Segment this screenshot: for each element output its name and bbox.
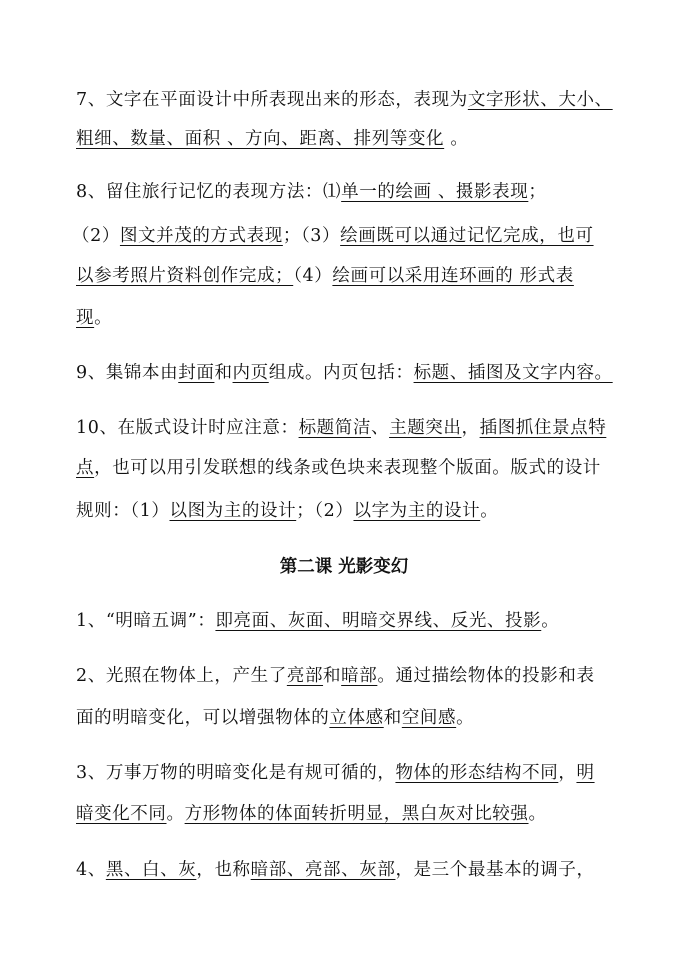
text: 和 [323,666,342,686]
underlined-answer: 明 [576,763,595,783]
underlined-answer: 暗变化不同 [76,804,167,824]
text: ，是三个最基本的调子， [395,860,595,880]
text: 。 [166,804,185,824]
underlined-answer: 空间感 [401,708,457,728]
underlined-answer: 封面 [178,363,215,383]
text: （2） [72,226,120,246]
underlined-answer: 粗细、数量、面积 、方向、距离、排列等变化 [76,129,445,149]
underlined-answer: 绘画既可以通过记忆完成，也可 [340,226,594,246]
underlined-answer: 物体的形态结构不同 [395,763,559,783]
lesson2-item-1-line-1 [76,609,559,633]
text: 2、光照在物体上，产生了 [76,666,287,686]
underlined-answer: 暗部、亮部、灰部 [250,860,396,880]
underlined-answer: 暗部 [341,666,378,686]
text: 7、文字在平面设计中所表现出来的形态，表现为 [76,90,468,110]
item-10-line-2 [76,456,601,480]
lesson2-item-3-line-1 [76,761,595,785]
text: 10、在版式设计时应注意： [76,418,299,438]
item-8-line-4 [76,306,112,330]
text: （4） [293,266,333,286]
underlined-answer: 单一的绘画 、摄影表现 [341,182,529,202]
underlined-answer: 内页 [232,363,269,383]
underlined-answer: 文字形状、大小、 [467,90,613,110]
text: 。 [456,708,475,728]
underlined-answer: 以字为主的设计 [353,501,481,521]
text: ， [558,763,577,783]
underlined-answer: 以参考照片资料创作完成； [76,266,294,286]
item-10-line-1 [76,416,606,440]
text: ，也称 [196,860,251,880]
text: 组成。内页包括： [268,363,414,383]
item-7-line-1 [76,88,613,112]
text: 面的明暗变化，可以增强物体的 [76,708,330,728]
text: 、 [370,418,390,438]
text: 8、留住旅行记忆的表现方法： [76,182,324,202]
text: ，也可以用引发联想的线条或色块来表现整个版面。版式的设计 [94,458,601,478]
item-8-line-2 [72,224,594,248]
section-heading: 第二课 光影变幻 [279,557,409,577]
text: ⑴ [323,182,342,202]
underlined-answer: 立体感 [329,708,384,728]
underlined-answer: 插图抓住景点特 [479,418,607,438]
text: 。 [444,129,469,149]
lesson2-item-2-line-2 [76,706,474,730]
text: 。 [541,611,560,631]
underlined-answer: 黑、白、灰 [105,860,197,880]
item-7-line-2 [76,127,468,151]
underlined-answer: 图文并茂的方式表现 [119,226,283,246]
underlined-answer: 亮部 [286,666,324,686]
underlined-answer: 即亮面、灰面、明暗交界线、反光、投影 [215,611,542,631]
text: 。 [480,501,499,521]
text: ； [528,182,547,202]
text: 和 [383,708,402,728]
text: ；（2） [296,501,354,521]
text: 。通过描绘物体的投影和表 [377,666,595,686]
item-9-line-1 [76,361,613,385]
underlined-answer: 绘画可以采用连环画的 形式表 [332,266,574,286]
text: 1、“明暗五调”： [76,611,216,631]
text: 3、万事万物的明暗变化是有规可循的， [76,763,396,783]
text: 。 [94,308,113,328]
underlined-answer: 现 [76,308,95,328]
underlined-answer: 标题简洁 [298,418,371,438]
lesson2-item-4-line-1 [76,858,595,882]
underlined-answer: 点 [76,458,95,478]
lesson2-item-2-line-1 [76,664,595,688]
underlined-answer: 方形物体的体面转折明显，黑白灰对比较强 [184,804,529,824]
text: ；（3） [282,226,341,246]
lesson2-item-3-line-2 [76,802,547,826]
item-10-line-3 [76,499,498,523]
text: ， [461,418,480,438]
underlined-answer: 标题、插图及文字内容。 [413,363,613,383]
text: 。 [528,804,547,824]
text: 和 [214,363,233,383]
item-8-line-1 [76,180,546,204]
item-8-line-3 [76,264,574,288]
text: 9、集锦本由 [76,363,179,383]
text: 4、 [76,860,106,880]
underlined-answer: 主题突出 [389,418,462,438]
text: 规则：（1） [76,501,170,521]
underlined-answer: 以图为主的设计 [169,501,297,521]
